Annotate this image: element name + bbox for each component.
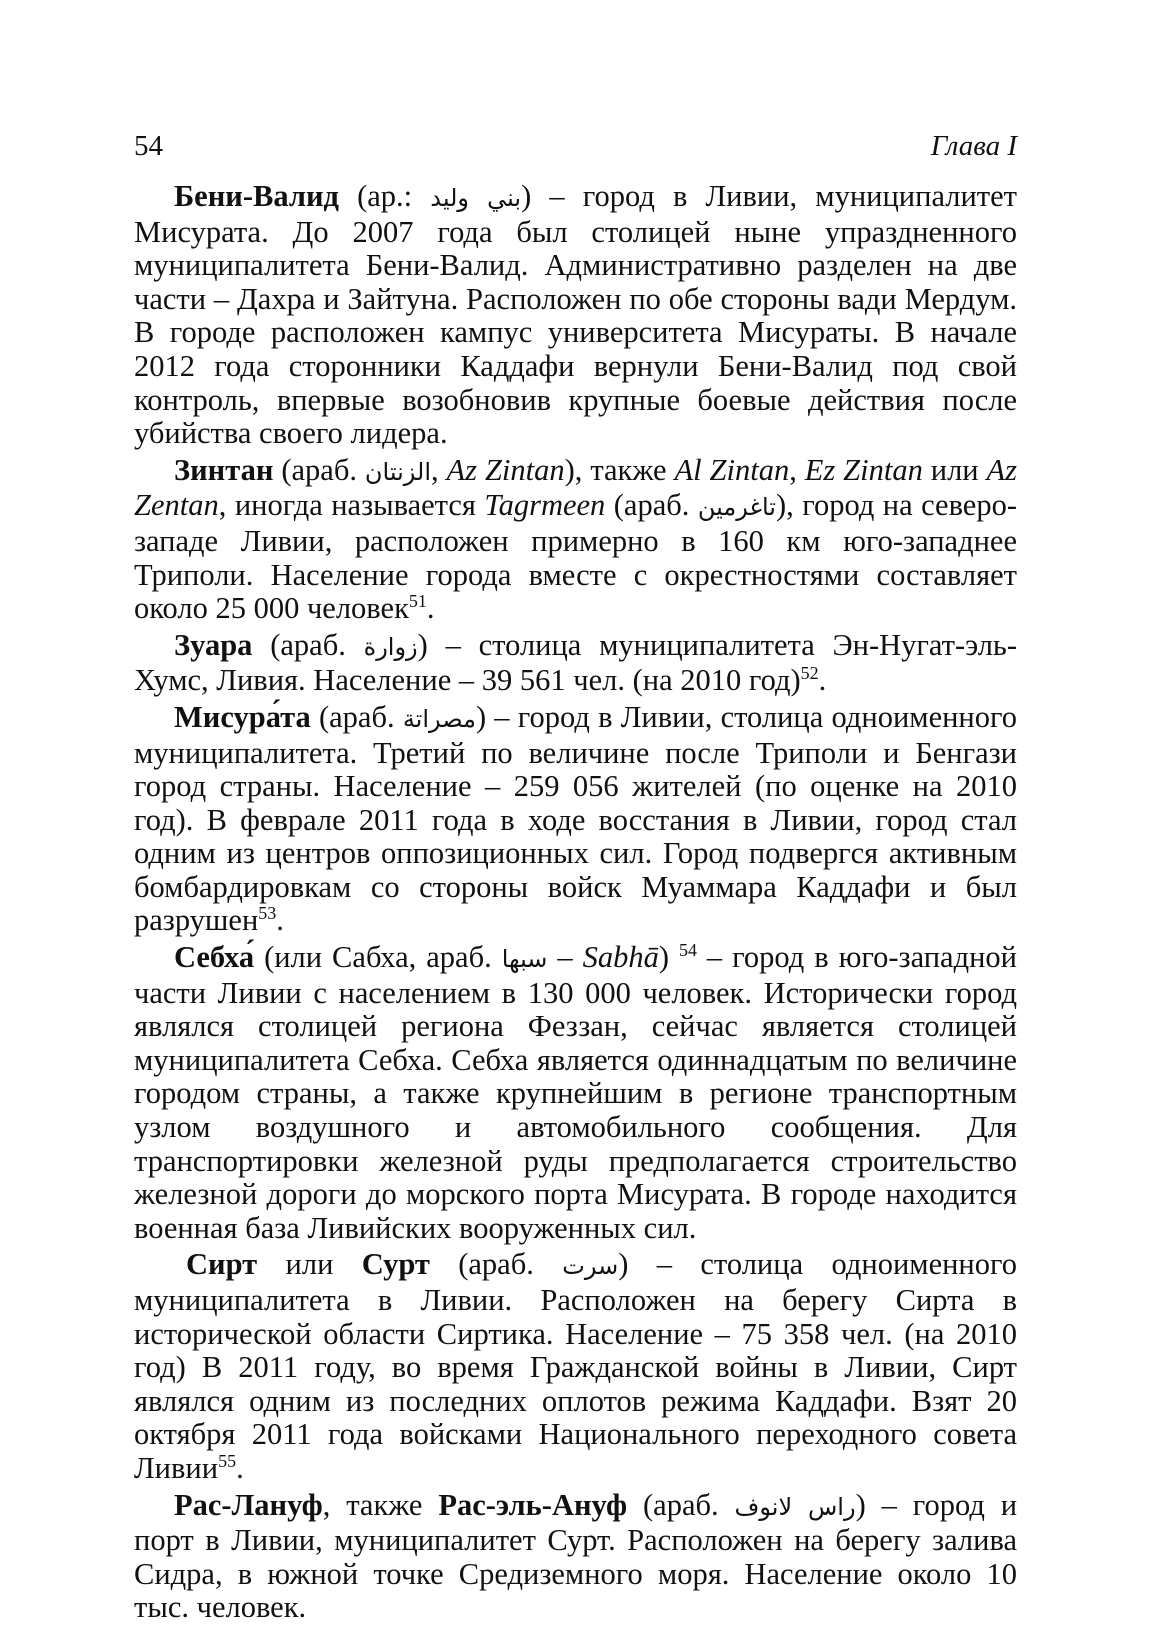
- text-run: или: [922, 452, 987, 487]
- entry-sebha: [134, 941, 1017, 1245]
- text-run: ): [658, 940, 679, 975]
- text-run: ) – город в Ливии, муниципалитет Мисурата. До 2007 года был столицей ныне упраздненного муниципалитета Бени-Валид. Административно разделен на две части – Дахра и Зайтуна. Расположен по обе стороны вади Мердум. В городе расположен кампус университета Мисураты. В начале 2012 года сторонники Каддафи вернули Бени-Валид под свой контроль, впервые возобновив крупные боевые действия после убийства своего лидера.: [134, 179, 1017, 451]
- entry-zintan: [134, 454, 1017, 626]
- text-run: – город в юго-западной части Ливии с населением в 130 000 человек. Исторически город являлся столицей региона Феззан, сейчас является столицей муниципалитета Себха. Себха является одиннадцатым по величине городом страны, а также крупнейшим в регионе транспортным узлом воздушного и автомобильного сообщения. Для транспортировки железной руды предполагается строительство железной дороги до морского порта Мисурата. В городе находится военная база Ливийских вооруженных сил.: [134, 940, 1017, 1245]
- text-run: ,: [431, 452, 447, 487]
- text-run: (араб.: [310, 699, 403, 734]
- chapter-title: Глава I: [930, 130, 1017, 162]
- bold-term: Сурт: [361, 1247, 430, 1282]
- footnote-ref: 51: [408, 590, 427, 611]
- text-run: ) – город в Ливии, столица одноименного муниципалитета. Третий по величине после Триполи и Бенгази город страны. Население – 259 056 жителей (по оценке на 2010 год). В феврале 2011 года в ходе восстания в Ливии, город стал одним из центров оппозиционных сил. Город подвергся активным бомбардировкам со стороны войск Муаммара Каддафи и был разрушен: [134, 699, 1018, 938]
- text-run: (араб.: [605, 488, 698, 523]
- text-run: .: [276, 903, 284, 938]
- text-run: .: [426, 591, 435, 626]
- italic-term: Al Zintan: [674, 452, 790, 487]
- arabic-name: سبها: [501, 945, 548, 974]
- text-run: , также: [322, 1487, 439, 1522]
- arabic-name: الزنتان: [364, 457, 431, 486]
- page-number: 54: [134, 130, 163, 162]
- text-run: ) – город и порт в Ливии, муниципалитет Сурт. Расположен на берегу залива Сидра, в южной точке Средиземного моря. Население около 10 тыс. человек.: [134, 1487, 1018, 1625]
- text-run: .: [236, 1450, 244, 1485]
- entry-zuara: [134, 629, 1017, 698]
- running-header: [134, 128, 1017, 168]
- text-run: –: [547, 940, 583, 975]
- bold-term: Мисура́та: [174, 699, 311, 734]
- text-run: ) – столица муниципалитета Эн-Нугат-эль-Хумс, Ливия. Население – 39 561 чел. (на 2010 год): [134, 627, 1017, 698]
- bold-term: Себха́: [174, 940, 255, 975]
- arabic-name: سرت: [562, 1252, 619, 1281]
- text-run: (араб.: [627, 1487, 735, 1522]
- entry-sirt: [134, 1248, 1017, 1485]
- text-run: ) – столица одноименного муниципалитета в Ливии. Расположен на берегу Сирта в исторической области Сиртика. Население – 75 358 чел. (на 2010 год) В 2011 году, во время Гражданской войны в Ливии, Сирт являлся одним из последних оплотов режима Каддафи. Взят 20 октября 2011 года войсками Национального переходного совета Ливии: [134, 1247, 1018, 1485]
- italic-term: Ez Zintan: [804, 452, 923, 487]
- text-run: ,: [789, 452, 805, 487]
- text-run: .: [818, 663, 827, 698]
- arabic-name: راس لانوف: [734, 1492, 856, 1521]
- footnote-ref: 52: [800, 663, 819, 684]
- arabic-name: مصراتة: [402, 704, 476, 733]
- footnote-ref: 53: [258, 903, 277, 924]
- italic-term: Az Zintan: [446, 452, 565, 487]
- arabic-name: بني وليد: [430, 184, 522, 212]
- footnote-ref: 54: [678, 939, 697, 960]
- bold-term: Рас-Лануф: [174, 1487, 323, 1522]
- text-run: ), также: [564, 452, 675, 487]
- text-run: (ар.:: [338, 179, 431, 213]
- entry-misurata: [134, 701, 1017, 938]
- bold-term: Сирт: [186, 1247, 258, 1282]
- arabic-name: تاغرمين: [697, 493, 776, 522]
- text-run: ), город на северо-западе Ливии, расположен примерно в 160 км юго-западнее Триполи. Население города вместе с окрестностями составляет около 25 000 человек: [134, 488, 1017, 626]
- text-run: , иногда называется: [218, 488, 485, 523]
- italic-term: Sabhā: [582, 940, 659, 975]
- text-run: (араб.: [429, 1247, 563, 1282]
- entry-beni-walid: [134, 180, 1017, 451]
- text-run: или: [257, 1247, 362, 1282]
- bold-term: Зуара: [174, 627, 253, 662]
- entry-ras-lanuf: [134, 1489, 1017, 1625]
- italic-term: Tagrmeen: [484, 488, 606, 523]
- footnote-ref: 55: [218, 1450, 237, 1471]
- bold-term: Рас-эль-Ануф: [438, 1487, 628, 1522]
- bold-term: Бени-Валид: [174, 179, 339, 213]
- page-body: [134, 180, 1017, 1628]
- text-run: (или Сабха, араб.: [254, 940, 502, 975]
- text-run: (араб.: [273, 452, 365, 487]
- text-run: (араб.: [252, 627, 364, 662]
- arabic-name: زوارة: [363, 632, 418, 661]
- italic-term: Az Zentan: [134, 452, 1018, 523]
- bold-term: Зинтан: [174, 452, 274, 487]
